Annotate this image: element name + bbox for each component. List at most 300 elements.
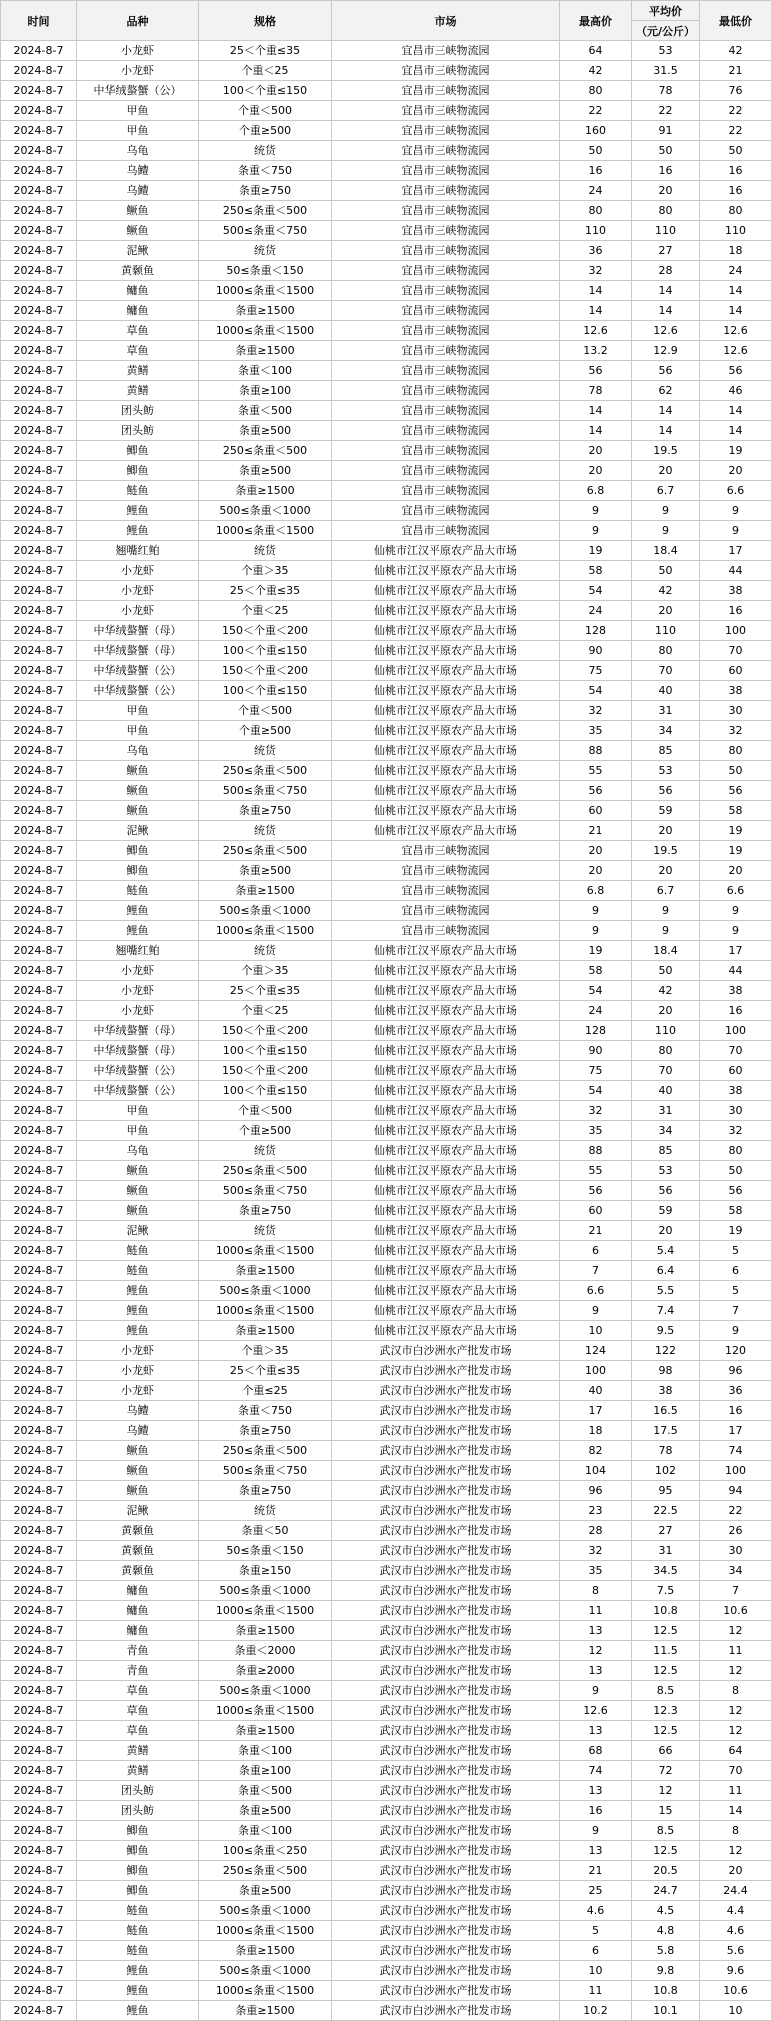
cell-variety: 泥鳅 — [77, 241, 199, 261]
cell-market: 仙桃市江汉平原农产品大市场 — [332, 561, 560, 581]
cell-market: 宜昌市三峡物流园 — [332, 101, 560, 121]
cell-date: 2024-8-7 — [1, 381, 77, 401]
cell-market: 仙桃市江汉平原农产品大市场 — [332, 981, 560, 1001]
cell-avg-price: 95 — [632, 1481, 700, 1501]
table-body — [1, 41, 771, 2021]
cell-max-price: 40 — [560, 1381, 632, 1401]
cell-min-price: 100 — [700, 621, 771, 641]
table-row — [1, 741, 771, 761]
cell-max-price: 32 — [560, 1101, 632, 1121]
cell-date: 2024-8-7 — [1, 1341, 77, 1361]
cell-min-price: 12 — [700, 1701, 771, 1721]
cell-max-price: 21 — [560, 821, 632, 841]
cell-market: 仙桃市江汉平原农产品大市场 — [332, 1241, 560, 1261]
cell-date: 2024-8-7 — [1, 161, 77, 181]
cell-spec: 500≤条重＜1000 — [199, 901, 332, 921]
cell-avg-price: 9 — [632, 901, 700, 921]
cell-spec: 50≤条重＜150 — [199, 261, 332, 281]
cell-avg-price: 9.8 — [632, 1961, 700, 1981]
table-row — [1, 1381, 771, 1401]
cell-variety: 翘嘴红鲌 — [77, 541, 199, 561]
cell-date: 2024-8-7 — [1, 1321, 77, 1341]
cell-max-price: 19 — [560, 941, 632, 961]
cell-market: 仙桃市江汉平原农产品大市场 — [332, 681, 560, 701]
cell-avg-price: 12.5 — [632, 1621, 700, 1641]
cell-date: 2024-8-7 — [1, 541, 77, 561]
table-row — [1, 221, 771, 241]
cell-date: 2024-8-7 — [1, 281, 77, 301]
header-spec: 规格 — [199, 1, 332, 41]
cell-market: 武汉市白沙洲水产批发市场 — [332, 1581, 560, 1601]
cell-market: 仙桃市江汉平原农产品大市场 — [332, 1041, 560, 1061]
cell-variety: 团头鲂 — [77, 1781, 199, 1801]
cell-date: 2024-8-7 — [1, 2001, 77, 2021]
cell-max-price: 14 — [560, 421, 632, 441]
cell-variety: 泥鳅 — [77, 1501, 199, 1521]
cell-market: 宜昌市三峡物流园 — [332, 161, 560, 181]
header-date: 时间 — [1, 1, 77, 41]
cell-variety: 鲫鱼 — [77, 1861, 199, 1881]
table-row — [1, 781, 771, 801]
cell-date: 2024-8-7 — [1, 961, 77, 981]
cell-date: 2024-8-7 — [1, 1821, 77, 1841]
table-row — [1, 1721, 771, 1741]
cell-max-price: 9 — [560, 521, 632, 541]
cell-avg-price: 78 — [632, 1441, 700, 1461]
cell-market: 武汉市白沙洲水产批发市场 — [332, 1541, 560, 1561]
cell-spec: 统货 — [199, 141, 332, 161]
cell-avg-price: 15 — [632, 1801, 700, 1821]
cell-variety: 小龙虾 — [77, 581, 199, 601]
cell-avg-price: 14 — [632, 401, 700, 421]
cell-market: 宜昌市三峡物流园 — [332, 881, 560, 901]
cell-min-price: 50 — [700, 761, 771, 781]
cell-market: 武汉市白沙洲水产批发市场 — [332, 1621, 560, 1641]
cell-avg-price: 62 — [632, 381, 700, 401]
cell-variety: 中华绒螯蟹（公） — [77, 1081, 199, 1101]
cell-market: 宜昌市三峡物流园 — [332, 421, 560, 441]
cell-min-price: 18 — [700, 241, 771, 261]
cell-date: 2024-8-7 — [1, 1601, 77, 1621]
cell-date: 2024-8-7 — [1, 1861, 77, 1881]
cell-market: 仙桃市江汉平原农产品大市场 — [332, 1101, 560, 1121]
cell-max-price: 36 — [560, 241, 632, 261]
cell-market: 仙桃市江汉平原农产品大市场 — [332, 721, 560, 741]
cell-max-price: 6.8 — [560, 881, 632, 901]
cell-market: 武汉市白沙洲水产批发市场 — [332, 1961, 560, 1981]
cell-variety: 黄颡鱼 — [77, 261, 199, 281]
table-row — [1, 1301, 771, 1321]
cell-date: 2024-8-7 — [1, 1181, 77, 1201]
cell-market: 宜昌市三峡物流园 — [332, 241, 560, 261]
cell-max-price: 9 — [560, 501, 632, 521]
cell-avg-price: 14 — [632, 281, 700, 301]
cell-spec: 25＜个重≤35 — [199, 981, 332, 1001]
cell-avg-price: 9.5 — [632, 1321, 700, 1341]
cell-min-price: 34 — [700, 1561, 771, 1581]
cell-avg-price: 8.5 — [632, 1821, 700, 1841]
table-row — [1, 2001, 771, 2021]
cell-variety: 泥鳅 — [77, 1221, 199, 1241]
cell-max-price: 82 — [560, 1441, 632, 1461]
cell-min-price: 17 — [700, 541, 771, 561]
cell-min-price: 19 — [700, 441, 771, 461]
cell-variety: 鲢鱼 — [77, 1241, 199, 1261]
cell-date: 2024-8-7 — [1, 1581, 77, 1601]
cell-variety: 小龙虾 — [77, 41, 199, 61]
cell-avg-price: 8.5 — [632, 1681, 700, 1701]
cell-max-price: 18 — [560, 1421, 632, 1441]
cell-min-price: 9 — [700, 921, 771, 941]
cell-spec: 个重≥500 — [199, 121, 332, 141]
cell-variety: 鲢鱼 — [77, 881, 199, 901]
cell-spec: 条重≥750 — [199, 1421, 332, 1441]
cell-min-price: 56 — [700, 1181, 771, 1201]
cell-date: 2024-8-7 — [1, 181, 77, 201]
cell-spec: 条重≥1500 — [199, 341, 332, 361]
cell-avg-price: 12.5 — [632, 1661, 700, 1681]
cell-market: 武汉市白沙洲水产批发市场 — [332, 1421, 560, 1441]
cell-avg-price: 28 — [632, 261, 700, 281]
cell-max-price: 19 — [560, 541, 632, 561]
cell-min-price: 14 — [700, 301, 771, 321]
cell-min-price: 96 — [700, 1361, 771, 1381]
table-row — [1, 321, 771, 341]
cell-max-price: 16 — [560, 161, 632, 181]
cell-variety: 鲫鱼 — [77, 461, 199, 481]
cell-min-price: 58 — [700, 801, 771, 821]
cell-spec: 条重≥750 — [199, 1481, 332, 1501]
table-row — [1, 1461, 771, 1481]
cell-max-price: 42 — [560, 61, 632, 81]
table-row — [1, 1961, 771, 1981]
cell-avg-price: 50 — [632, 561, 700, 581]
table-row — [1, 901, 771, 921]
cell-max-price: 56 — [560, 781, 632, 801]
cell-avg-price: 9 — [632, 521, 700, 541]
cell-avg-price: 122 — [632, 1341, 700, 1361]
cell-avg-price: 42 — [632, 581, 700, 601]
cell-date: 2024-8-7 — [1, 481, 77, 501]
cell-spec: 条重≥1500 — [199, 481, 332, 501]
cell-avg-price: 20 — [632, 181, 700, 201]
cell-variety: 鲢鱼 — [77, 481, 199, 501]
cell-max-price: 7 — [560, 1261, 632, 1281]
cell-market: 宜昌市三峡物流园 — [332, 281, 560, 301]
cell-max-price: 6 — [560, 1241, 632, 1261]
cell-min-price: 30 — [700, 1541, 771, 1561]
table-row — [1, 181, 771, 201]
cell-avg-price: 16.5 — [632, 1401, 700, 1421]
cell-min-price: 17 — [700, 1421, 771, 1441]
table-row — [1, 121, 771, 141]
cell-avg-price: 10.8 — [632, 1981, 700, 2001]
cell-variety: 鳜鱼 — [77, 221, 199, 241]
cell-variety: 乌龟 — [77, 141, 199, 161]
cell-avg-price: 53 — [632, 41, 700, 61]
cell-avg-price: 102 — [632, 1461, 700, 1481]
cell-max-price: 17 — [560, 1401, 632, 1421]
cell-variety: 中华绒螯蟹（公） — [77, 661, 199, 681]
cell-date: 2024-8-7 — [1, 1241, 77, 1261]
cell-spec: 1000≤条重＜1500 — [199, 281, 332, 301]
cell-date: 2024-8-7 — [1, 1841, 77, 1861]
cell-spec: 1000≤条重＜1500 — [199, 521, 332, 541]
cell-max-price: 9 — [560, 1821, 632, 1841]
cell-date: 2024-8-7 — [1, 1361, 77, 1381]
cell-date: 2024-8-7 — [1, 1761, 77, 1781]
cell-min-price: 50 — [700, 141, 771, 161]
cell-variety: 中华绒螯蟹（母） — [77, 641, 199, 661]
cell-market: 宜昌市三峡物流园 — [332, 301, 560, 321]
cell-market: 武汉市白沙洲水产批发市场 — [332, 1741, 560, 1761]
cell-date: 2024-8-7 — [1, 761, 77, 781]
cell-date: 2024-8-7 — [1, 1621, 77, 1641]
table-row — [1, 821, 771, 841]
cell-variety: 草鱼 — [77, 321, 199, 341]
cell-spec: 1000≤条重＜1500 — [199, 321, 332, 341]
cell-min-price: 21 — [700, 61, 771, 81]
cell-date: 2024-8-7 — [1, 1161, 77, 1181]
cell-spec: 1000≤条重＜1500 — [199, 1921, 332, 1941]
cell-min-price: 11 — [700, 1781, 771, 1801]
cell-date: 2024-8-7 — [1, 1801, 77, 1821]
cell-variety: 乌鳢 — [77, 1421, 199, 1441]
cell-market: 仙桃市江汉平原农产品大市场 — [332, 1221, 560, 1241]
cell-avg-price: 12 — [632, 1781, 700, 1801]
table-row — [1, 541, 771, 561]
cell-max-price: 74 — [560, 1761, 632, 1781]
table-row — [1, 101, 771, 121]
cell-min-price: 70 — [700, 1761, 771, 1781]
cell-spec: 个重≥500 — [199, 1121, 332, 1141]
cell-date: 2024-8-7 — [1, 1381, 77, 1401]
cell-max-price: 88 — [560, 1141, 632, 1161]
table-row — [1, 421, 771, 441]
cell-min-price: 12 — [700, 1661, 771, 1681]
cell-variety: 小龙虾 — [77, 1361, 199, 1381]
cell-date: 2024-8-7 — [1, 1221, 77, 1241]
cell-date: 2024-8-7 — [1, 1501, 77, 1521]
cell-max-price: 60 — [560, 1201, 632, 1221]
cell-min-price: 7 — [700, 1581, 771, 1601]
cell-min-price: 10.6 — [700, 1601, 771, 1621]
cell-max-price: 28 — [560, 1521, 632, 1541]
cell-variety: 小龙虾 — [77, 561, 199, 581]
cell-market: 武汉市白沙洲水产批发市场 — [332, 1941, 560, 1961]
table-row — [1, 1941, 771, 1961]
table-row — [1, 1361, 771, 1381]
cell-spec: 100＜个重≤150 — [199, 641, 332, 661]
table-row — [1, 621, 771, 641]
cell-min-price: 12 — [700, 1621, 771, 1641]
cell-spec: 条重＜500 — [199, 401, 332, 421]
cell-variety: 青鱼 — [77, 1641, 199, 1661]
cell-market: 宜昌市三峡物流园 — [332, 201, 560, 221]
cell-avg-price: 20 — [632, 601, 700, 621]
cell-max-price: 58 — [560, 961, 632, 981]
cell-variety: 鲤鱼 — [77, 521, 199, 541]
cell-max-price: 20 — [560, 441, 632, 461]
cell-avg-price: 4.5 — [632, 1901, 700, 1921]
cell-avg-price: 6.4 — [632, 1261, 700, 1281]
cell-variety: 甲鱼 — [77, 121, 199, 141]
table-row — [1, 1081, 771, 1101]
cell-market: 宜昌市三峡物流园 — [332, 221, 560, 241]
cell-date: 2024-8-7 — [1, 1661, 77, 1681]
cell-min-price: 10 — [700, 2001, 771, 2021]
cell-variety: 鳜鱼 — [77, 1201, 199, 1221]
table-row — [1, 1521, 771, 1541]
table-row — [1, 461, 771, 481]
cell-max-price: 4.6 — [560, 1901, 632, 1921]
cell-variety: 黄颡鱼 — [77, 1521, 199, 1541]
cell-variety: 鲢鱼 — [77, 1901, 199, 1921]
cell-min-price: 17 — [700, 941, 771, 961]
cell-min-price: 42 — [700, 41, 771, 61]
table-row — [1, 1681, 771, 1701]
cell-market: 仙桃市江汉平原农产品大市场 — [332, 941, 560, 961]
header-market: 市场 — [332, 1, 560, 41]
cell-date: 2024-8-7 — [1, 841, 77, 861]
cell-max-price: 35 — [560, 1561, 632, 1581]
cell-variety: 团头鲂 — [77, 421, 199, 441]
cell-market: 仙桃市江汉平原农产品大市场 — [332, 781, 560, 801]
cell-market: 武汉市白沙洲水产批发市场 — [332, 1801, 560, 1821]
table-row — [1, 341, 771, 361]
cell-market: 仙桃市江汉平原农产品大市场 — [332, 1201, 560, 1221]
cell-variety: 鳜鱼 — [77, 761, 199, 781]
table-row — [1, 281, 771, 301]
cell-market: 武汉市白沙洲水产批发市场 — [332, 1901, 560, 1921]
cell-avg-price: 42 — [632, 981, 700, 1001]
cell-min-price: 44 — [700, 961, 771, 981]
cell-variety: 鳜鱼 — [77, 801, 199, 821]
cell-market: 宜昌市三峡物流园 — [332, 321, 560, 341]
cell-avg-price: 40 — [632, 1081, 700, 1101]
cell-spec: 条重≥500 — [199, 861, 332, 881]
cell-spec: 条重≥750 — [199, 801, 332, 821]
cell-date: 2024-8-7 — [1, 1401, 77, 1421]
cell-variety: 团头鲂 — [77, 401, 199, 421]
cell-min-price: 70 — [700, 641, 771, 661]
cell-date: 2024-8-7 — [1, 1061, 77, 1081]
cell-spec: 500≤条重＜1000 — [199, 1681, 332, 1701]
cell-spec: 统货 — [199, 941, 332, 961]
cell-date: 2024-8-7 — [1, 41, 77, 61]
cell-market: 仙桃市江汉平原农产品大市场 — [332, 801, 560, 821]
cell-max-price: 100 — [560, 1361, 632, 1381]
cell-avg-price: 85 — [632, 741, 700, 761]
cell-date: 2024-8-7 — [1, 701, 77, 721]
cell-max-price: 128 — [560, 1021, 632, 1041]
cell-market: 宜昌市三峡物流园 — [332, 501, 560, 521]
cell-min-price: 7 — [700, 1301, 771, 1321]
table-row — [1, 301, 771, 321]
cell-spec: 250≤条重＜500 — [199, 1441, 332, 1461]
cell-avg-price: 34 — [632, 721, 700, 741]
cell-avg-price: 59 — [632, 801, 700, 821]
header-avg-price: 平均价 — [632, 1, 700, 21]
cell-avg-price: 53 — [632, 761, 700, 781]
cell-max-price: 13 — [560, 1841, 632, 1861]
cell-avg-price: 110 — [632, 1021, 700, 1041]
cell-spec: 500≤条重＜1000 — [199, 1581, 332, 1601]
cell-date: 2024-8-7 — [1, 621, 77, 641]
table-row — [1, 641, 771, 661]
cell-market: 仙桃市江汉平原农产品大市场 — [332, 1021, 560, 1041]
cell-max-price: 104 — [560, 1461, 632, 1481]
cell-variety: 小龙虾 — [77, 1341, 199, 1361]
cell-avg-price: 5.8 — [632, 1941, 700, 1961]
cell-spec: 条重≥1500 — [199, 1721, 332, 1741]
cell-max-price: 50 — [560, 141, 632, 161]
cell-variety: 小龙虾 — [77, 601, 199, 621]
cell-min-price: 10.6 — [700, 1981, 771, 2001]
cell-variety: 鲤鱼 — [77, 921, 199, 941]
cell-spec: 1000≤条重＜1500 — [199, 1601, 332, 1621]
cell-market: 宜昌市三峡物流园 — [332, 401, 560, 421]
cell-min-price: 4.6 — [700, 1921, 771, 1941]
cell-spec: 100＜个重≤150 — [199, 1041, 332, 1061]
cell-max-price: 35 — [560, 1121, 632, 1141]
table-row — [1, 581, 771, 601]
cell-market: 仙桃市江汉平原农产品大市场 — [332, 1121, 560, 1141]
cell-date: 2024-8-7 — [1, 421, 77, 441]
cell-avg-price: 14 — [632, 421, 700, 441]
cell-market: 仙桃市江汉平原农产品大市场 — [332, 1301, 560, 1321]
cell-market: 武汉市白沙洲水产批发市场 — [332, 1461, 560, 1481]
cell-max-price: 25 — [560, 1881, 632, 1901]
cell-date: 2024-8-7 — [1, 1021, 77, 1041]
cell-date: 2024-8-7 — [1, 1301, 77, 1321]
cell-max-price: 24 — [560, 1001, 632, 1021]
cell-avg-price: 18.4 — [632, 541, 700, 561]
cell-max-price: 13 — [560, 1781, 632, 1801]
cell-min-price: 76 — [700, 81, 771, 101]
cell-market: 仙桃市江汉平原农产品大市场 — [332, 1001, 560, 1021]
cell-min-price: 16 — [700, 181, 771, 201]
cell-max-price: 20 — [560, 841, 632, 861]
cell-date: 2024-8-7 — [1, 101, 77, 121]
table-row — [1, 1441, 771, 1461]
table-row — [1, 1661, 771, 1681]
table-row — [1, 1581, 771, 1601]
cell-date: 2024-8-7 — [1, 1681, 77, 1701]
cell-avg-price: 110 — [632, 221, 700, 241]
cell-spec: 500≤条重＜1000 — [199, 1961, 332, 1981]
cell-avg-price: 31 — [632, 1101, 700, 1121]
cell-spec: 250≤条重＜500 — [199, 841, 332, 861]
cell-market: 武汉市白沙洲水产批发市场 — [332, 1841, 560, 1861]
cell-variety: 鳙鱼 — [77, 1581, 199, 1601]
table-row — [1, 401, 771, 421]
cell-spec: 个重＜25 — [199, 1001, 332, 1021]
cell-variety: 甲鱼 — [77, 1101, 199, 1121]
cell-date: 2024-8-7 — [1, 401, 77, 421]
cell-avg-price: 16 — [632, 161, 700, 181]
cell-avg-price: 78 — [632, 81, 700, 101]
cell-max-price: 13 — [560, 1661, 632, 1681]
cell-spec: 150＜个重＜200 — [199, 661, 332, 681]
cell-market: 仙桃市江汉平原农产品大市场 — [332, 1081, 560, 1101]
cell-min-price: 56 — [700, 361, 771, 381]
cell-max-price: 6.8 — [560, 481, 632, 501]
cell-market: 宜昌市三峡物流园 — [332, 121, 560, 141]
cell-min-price: 26 — [700, 1521, 771, 1541]
cell-variety: 鲤鱼 — [77, 1981, 199, 2001]
cell-max-price: 12.6 — [560, 1701, 632, 1721]
